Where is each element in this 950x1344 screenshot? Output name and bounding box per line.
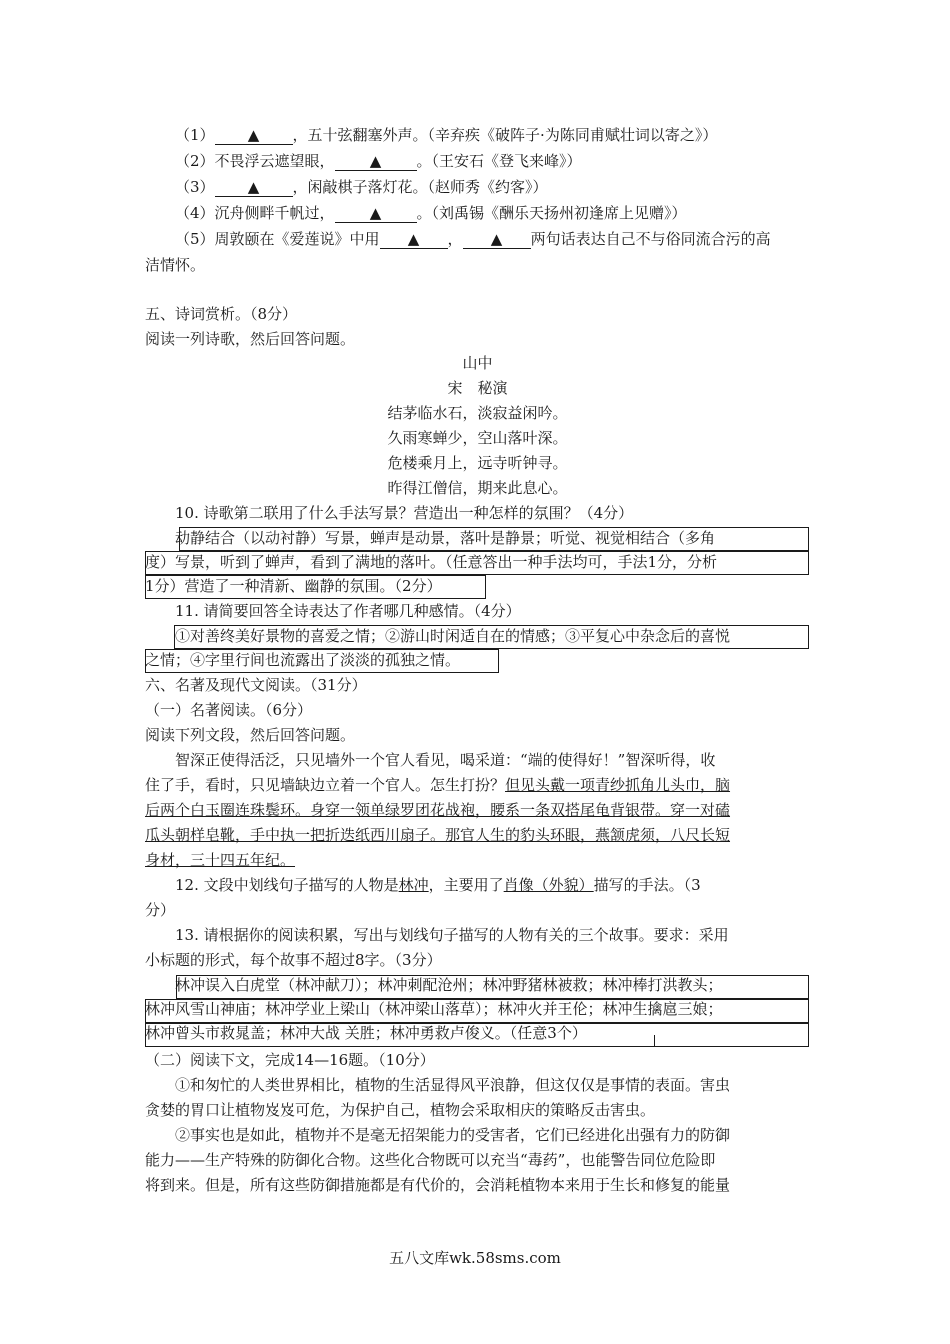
- poem-line: 久雨寒蝉少，空山落叶深。: [387, 429, 568, 447]
- fill-blank-3: （3） ▲ ，闲敲棋子落灯花。（赵师秀《约客》）: [175, 178, 548, 196]
- fill-blank-4: （4）沉舟侧畔千帆过， ▲ 。（刘禹锡《酬乐天扬州初逢席上见赠》）: [175, 204, 687, 222]
- answer-11-line: ①对善终美好景物的喜爱之情；②游山时闲适自在的情感；③平复心中杂念后的喜悦: [175, 627, 731, 645]
- poetry-intro: 阅读一列诗歌，然后回答问题。: [145, 330, 356, 348]
- question-11: 11. 请简要回答全诗表达了作者哪几种感情。（4分）: [175, 602, 521, 620]
- fill-blank-1: （1） ▲ ，五十弦翻塞外声。（辛弃疾《破阵子·为陈同甫赋壮词以寄之》）: [175, 126, 718, 144]
- question-13: 13. 请根据你的阅读积累，写出与划线句子描写的人物有关的三个故事。要求：采用: [175, 926, 729, 944]
- poem-line: 昨得江僧信，期来此息心。: [387, 479, 568, 497]
- paragraph-line: 能力——生产特殊的防御化合物。这些化合物既可以充当“毒药”，也能警告同位危险即: [145, 1151, 716, 1169]
- paragraph-line: 将到来。但是，所有这些防御措施都是有代价的，会消耗植物本来用于生长和修复的能量: [145, 1176, 731, 1194]
- section-heading-poetry: 五、诗词赏析。（8分）: [145, 305, 298, 323]
- question-12-cont: 分）: [145, 901, 176, 919]
- underlined-sentence: 但见头戴一项青纱抓角儿头巾，脑: [505, 776, 731, 794]
- paragraph-line: ①和匆忙的人类世界相比，植物的生活显得风平浪静，但这仅仅是事情的表面。害虫: [175, 1076, 731, 1094]
- answer-blank: ▲: [380, 230, 448, 249]
- question-10: 10. 诗歌第二联用了什么手法写景？营造出一种怎样的氛围？（4分）: [175, 504, 634, 522]
- answer-10-line: 动静结合（以动衬静）写景，蝉声是动景，落叶是静景；听觉、视觉相结合（多角: [175, 529, 716, 547]
- fill-blank-2: （2）不畏浮云遮望眼， ▲ 。（王安石《登飞来峰》）: [175, 152, 582, 170]
- paragraph-line: 贪婪的胃口让植物岌岌可危，为保护自己，植物会采取相庆的策略反击害虫。: [145, 1101, 656, 1119]
- passage-line: 住了手，看时，只见墙缺边立着一个官人。怎生打扮？但见头戴一项青纱抓角儿头巾，脑: [145, 776, 731, 794]
- underlined-passage-line: 身材，三十四五年纪。: [145, 851, 296, 869]
- question-12: 12. 文段中划线句子描写的人物是林冲，主要用了肖像（外貌）描写的手法。（3: [175, 876, 701, 894]
- part1-intro: 阅读下列文段，然后回答问题。: [145, 726, 356, 744]
- poem-line: 结茅临水石，淡寂益闲吟。: [387, 404, 568, 422]
- answer-10-line: 度）写景，听到了蝉声，看到了满地的落叶。（任意答出一种手法均可，手法1分，分析: [145, 553, 718, 571]
- answer-blank: ▲: [335, 152, 417, 171]
- answer-blank: ▲: [215, 126, 293, 145]
- fill-blank-5-cont: 洁情怀。: [145, 256, 206, 274]
- page-footer: 五八文库wk.58sms.com: [389, 1249, 561, 1267]
- answer-12-character: 林冲: [398, 876, 429, 894]
- underlined-passage-line: 后两个白玉圈连珠鬓环。身穿一领单绿罗团花战袍，腰系一条双搭尾龟背银带。穿一对磕: [145, 801, 731, 819]
- underlined-passage-line: 瓜头朝样皂靴，手中执一把折迭纸西川扇子。那官人生的豹头环眼，燕颔虎须，八尺长短: [145, 826, 731, 844]
- passage-line: 智深正使得活泛，只见墙外一个官人看见，喝采道：“端的使得好！”智深听得，收: [175, 751, 716, 769]
- paragraph-line: ②事实也是如此，植物并不是毫无招架能力的受害者，它们已经进化出强有力的防御: [175, 1126, 731, 1144]
- part1-heading: （一）名著阅读。（6分）: [145, 701, 313, 719]
- poem-line: 危楼乘月上，远寺听钟寻。: [387, 454, 568, 472]
- answer-11-line: 之情；④字里行间也流露出了淡淡的孤独之情。: [145, 651, 461, 669]
- question-13-cont: 小标题的形式，每个故事不超过8字。（3分）: [145, 951, 442, 969]
- part2-heading: （二）阅读下文，完成14—16题。（10分）: [145, 1051, 435, 1069]
- fill-blank-5: （5）周敦颐在《爱莲说》中用 ▲ ， ▲ 两句话表达自己不与俗同流合污的高: [175, 230, 771, 248]
- answer-blank: ▲: [463, 230, 531, 249]
- answer-13-line: 林冲曾头市救晁盖；林冲大战 关胜；林冲勇救卢俊义。（任意3个）: [145, 1024, 587, 1042]
- answer-blank: ▲: [335, 204, 417, 223]
- poem-author: 宋 秘演: [447, 379, 508, 397]
- section-heading-reading: 六、名著及现代文阅读。（31分）: [145, 676, 367, 694]
- poem-title: 山中: [462, 354, 493, 372]
- answer-blank: ▲: [215, 178, 293, 197]
- answer-13-line: 林冲风雪山神庙；林冲学业上梁山（林冲梁山落草）；林冲火并王伦；林冲生擒扈三娘；: [145, 1000, 723, 1018]
- answer-13-line: 林冲误入白虎堂（林冲献刀）；林冲刺配沧州；林冲野猪林被救；林冲棒打洪教头；: [175, 976, 723, 994]
- answer-10-line: 1分）营造了一种清新、幽静的氛围。（2分）: [145, 577, 442, 595]
- answer-12-technique: 肖像（外貌）: [503, 876, 594, 894]
